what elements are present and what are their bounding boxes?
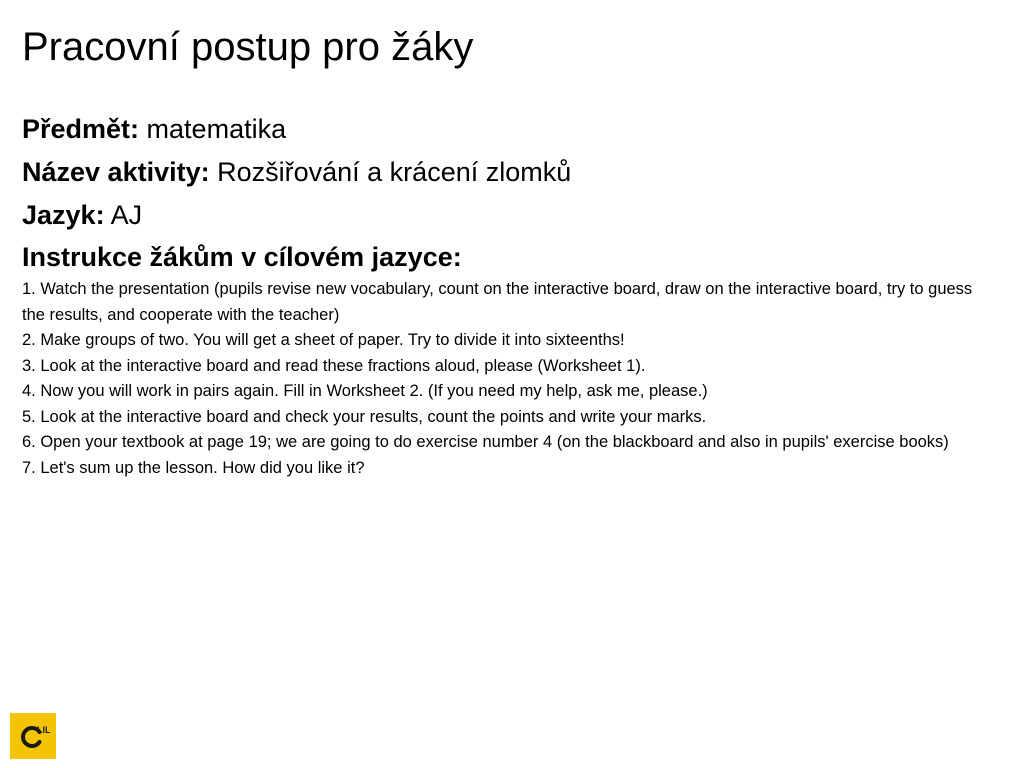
- logo-text: LIL: [37, 725, 51, 735]
- instructions-heading: Instrukce žákům v cílovém jazyce:: [22, 242, 462, 272]
- activity-details: [22, 108, 1002, 481]
- activity-name-value: Rozšiřování a krácení zlomků: [217, 157, 572, 187]
- activity-name-field: [22, 151, 1002, 194]
- language-value: AJ: [110, 200, 143, 230]
- instruction-item-4: 4. Now you will work in pairs again. Fill in Worksheet 2. (If you need my help, ask me, please.): [22, 382, 708, 400]
- c-ring-logo-icon: [10, 713, 56, 759]
- instructions-list: [22, 277, 997, 481]
- activity-name-label: Název aktivity:: [22, 157, 210, 187]
- page-title: Pracovní postup pro žáky: [22, 25, 474, 69]
- subject-value: matematika: [146, 114, 287, 144]
- instruction-item-6: 6. Open your textbook at page 19; we are going to do exercise number 4 (on the blackboard and also in pupils' exercise books): [22, 433, 949, 451]
- lil-logo: [10, 713, 56, 759]
- instruction-item-3: 3. Look at the interactive board and read these fractions aloud, please (Worksheet 1).: [22, 356, 646, 375]
- instruction-item-7: 7. Let's sum up the lesson. How did you like it?: [22, 458, 365, 477]
- instruction-item-2: 2. Make groups of two. You will get a sheet of paper. Try to divide it into sixteenths!: [22, 331, 625, 349]
- subject-label: Předmět:: [22, 114, 140, 144]
- instruction-item-1: 1. Watch the presentation (pupils revise new vocabulary, count on the interactive board, draw on the interactive board, try to guess the results, and cooperate with the teacher): [22, 280, 973, 324]
- subject-field: [22, 108, 1002, 151]
- instruction-item-5: 5. Look at the interactive board and check your results, count the points and write your marks.: [22, 407, 707, 426]
- language-field: [22, 194, 1002, 237]
- language-label: Jazyk:: [22, 200, 105, 230]
